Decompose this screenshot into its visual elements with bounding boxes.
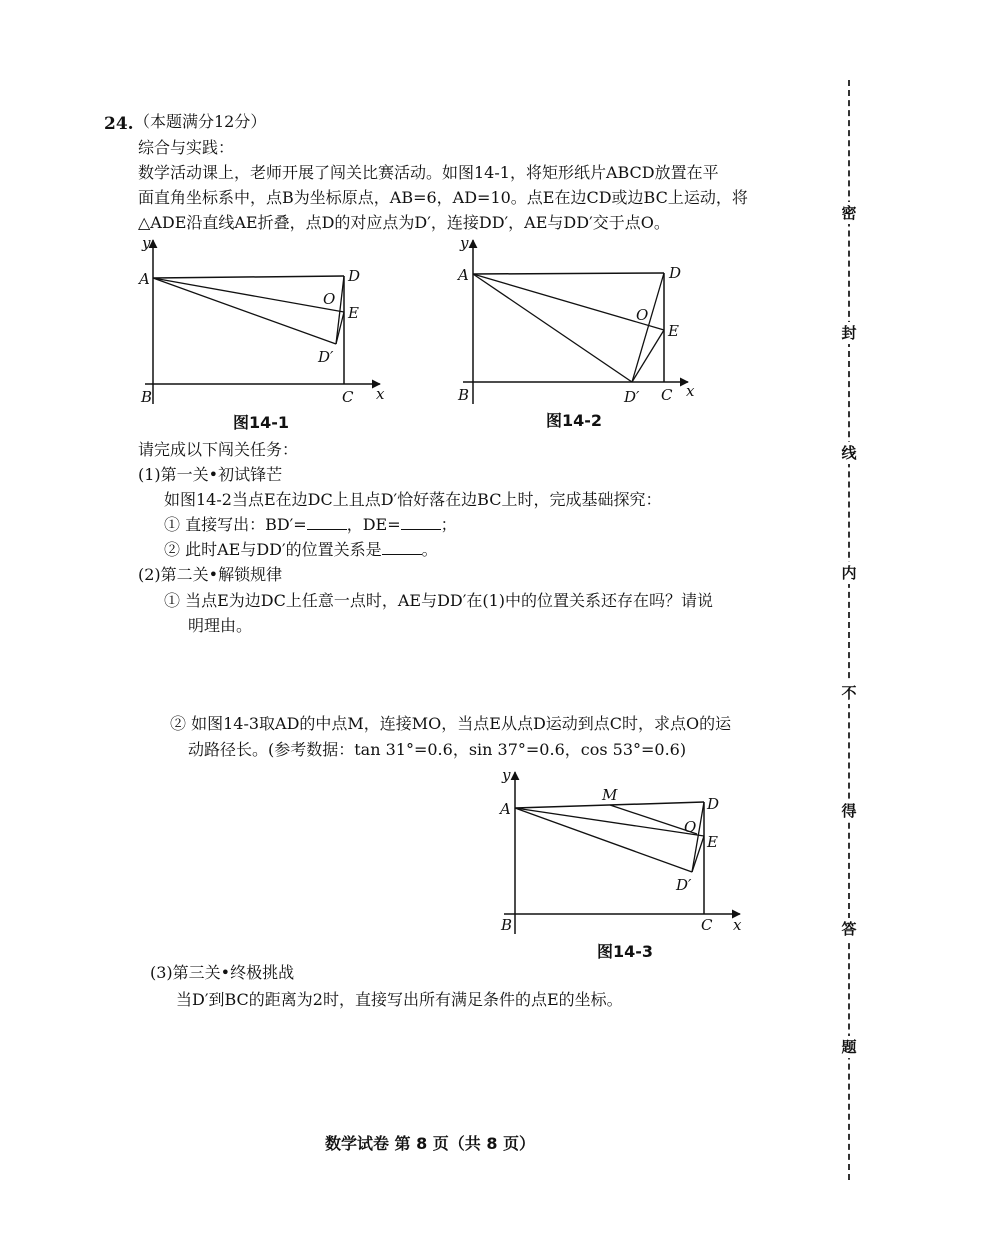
part2-q1-line1: ① 当点E为边DC上任意一点时，AE与DD′在(1)中的位置关系还存在吗？请说 — [164, 591, 714, 610]
label-D: D — [348, 267, 361, 285]
label-O: O — [684, 818, 697, 836]
seal-dashed-line — [848, 80, 850, 1180]
label-O: O — [323, 290, 336, 308]
seal-char-5: 不 — [838, 682, 860, 704]
label-x: x — [733, 916, 742, 934]
segment-DD-prime — [632, 273, 664, 382]
part2-q1-line2: 明理由。 — [188, 616, 253, 635]
label-y: y — [502, 766, 511, 784]
side-AD — [153, 276, 344, 278]
caption-14-1: 图14-1 — [233, 413, 290, 432]
part2-q2-line2: 动路径长。(参考数据：tan 31°=0.6，sin 37°=0.6，cos 53°=0.6) — [188, 740, 687, 759]
caption-14-2: 图14-2 — [546, 411, 603, 430]
seal-char-4: 内 — [838, 562, 860, 584]
part1-q1-prefix: ① 直接写出：BD′= — [164, 515, 307, 534]
score-note: （本题满分12分） — [134, 112, 267, 131]
part3-line: 当D′到BC的距离为2时，直接写出所有满足条件的点E的坐标。 — [176, 990, 623, 1009]
label-D-prime: D′ — [676, 876, 692, 894]
tasks-intro: 请完成以下闯关任务： — [138, 440, 299, 459]
label-E: E — [668, 322, 679, 340]
part3-title: (3)第三关•终极挑战 — [150, 963, 295, 982]
label-D: D — [669, 264, 682, 282]
intro-line-2: 面直角坐标系中，点B为坐标原点，AB=6，AD=10。点E在边CD或边BC上运动，将 — [138, 188, 748, 207]
label-C: C — [342, 388, 354, 406]
label-B: B — [501, 916, 513, 934]
label-A: A — [139, 270, 150, 288]
segment-AE — [515, 808, 704, 836]
part1-title: (1)第一关•初试锋芒 — [138, 465, 283, 484]
label-E: E — [348, 304, 359, 322]
side-AD — [473, 273, 664, 274]
part2-title: (2)第二关•解锁规律 — [138, 565, 283, 584]
label-C: C — [701, 916, 713, 934]
part1-q2 — [164, 540, 438, 560]
part1-line: 如图14-2当点E在边DC上且点D′恰好落在边BC上时，完成基础探究： — [164, 490, 662, 509]
segment-ED-prime — [632, 330, 664, 382]
part1-q1-mid: ，DE= — [346, 515, 401, 534]
label-x: x — [376, 385, 385, 403]
page-footer: 数学试卷 第 8 页（共 8 页） — [324, 1134, 536, 1153]
segment-ED-prime — [692, 836, 704, 872]
intro-line-3: △ADE沿直线AE折叠，点D的对应点为D′，连接DD′，AE与DD′交于点O。 — [138, 213, 670, 232]
segment-AD-prime — [515, 808, 692, 872]
label-C: C — [661, 386, 673, 404]
label-A: A — [500, 800, 511, 818]
section-label: 综合与实践： — [138, 138, 235, 157]
label-M: M — [602, 786, 618, 804]
label-D-prime: D′ — [624, 388, 640, 406]
part1-q2-end: 。 — [421, 540, 438, 559]
label-y: y — [460, 234, 469, 252]
seal-char-6: 得 — [838, 800, 860, 822]
label-B: B — [458, 386, 470, 404]
label-x: x — [686, 382, 695, 400]
seal-char-7: 答 — [838, 918, 860, 940]
label-O: O — [636, 306, 649, 324]
intro-line-1: 数学活动课上，老师开展了闯关比赛活动。如图14-1，将矩形纸片ABCD放置在平 — [138, 163, 719, 182]
segment-AE — [153, 278, 344, 312]
part1-q1-end: ； — [440, 515, 457, 534]
label-D: D — [707, 795, 720, 813]
label-B: B — [141, 388, 153, 406]
label-y: y — [142, 234, 151, 252]
part1-q2-prefix: ② 此时AE与DD′的位置关系是 — [164, 540, 382, 559]
question-number: 24. — [104, 114, 134, 134]
segment-ED-prime — [336, 312, 344, 344]
segment-DD-prime — [336, 276, 344, 344]
seal-char-2: 封 — [838, 322, 860, 344]
seal-char-3: 线 — [838, 442, 860, 464]
figure-14-3 — [492, 766, 752, 946]
label-D-prime: D′ — [318, 348, 334, 366]
seal-char-1: 密 — [838, 202, 860, 224]
answer-blank-de[interactable] — [401, 515, 441, 530]
answer-blank-relation[interactable] — [382, 540, 422, 555]
segment-DD-prime — [692, 802, 704, 872]
part2-q2-line1: ② 如图14-3取AD的中点M，连接MO，当点E从点D运动到点C时，求点O的运 — [170, 714, 732, 733]
segment-AD-prime — [473, 274, 632, 382]
label-A: A — [458, 266, 469, 284]
caption-14-3: 图14-3 — [597, 942, 654, 961]
segment-AD-prime — [153, 278, 336, 344]
seal-char-8: 题 — [838, 1036, 860, 1058]
answer-blank-bd-prime[interactable] — [307, 515, 347, 530]
label-E: E — [707, 833, 718, 851]
part1-q1 — [164, 515, 457, 535]
